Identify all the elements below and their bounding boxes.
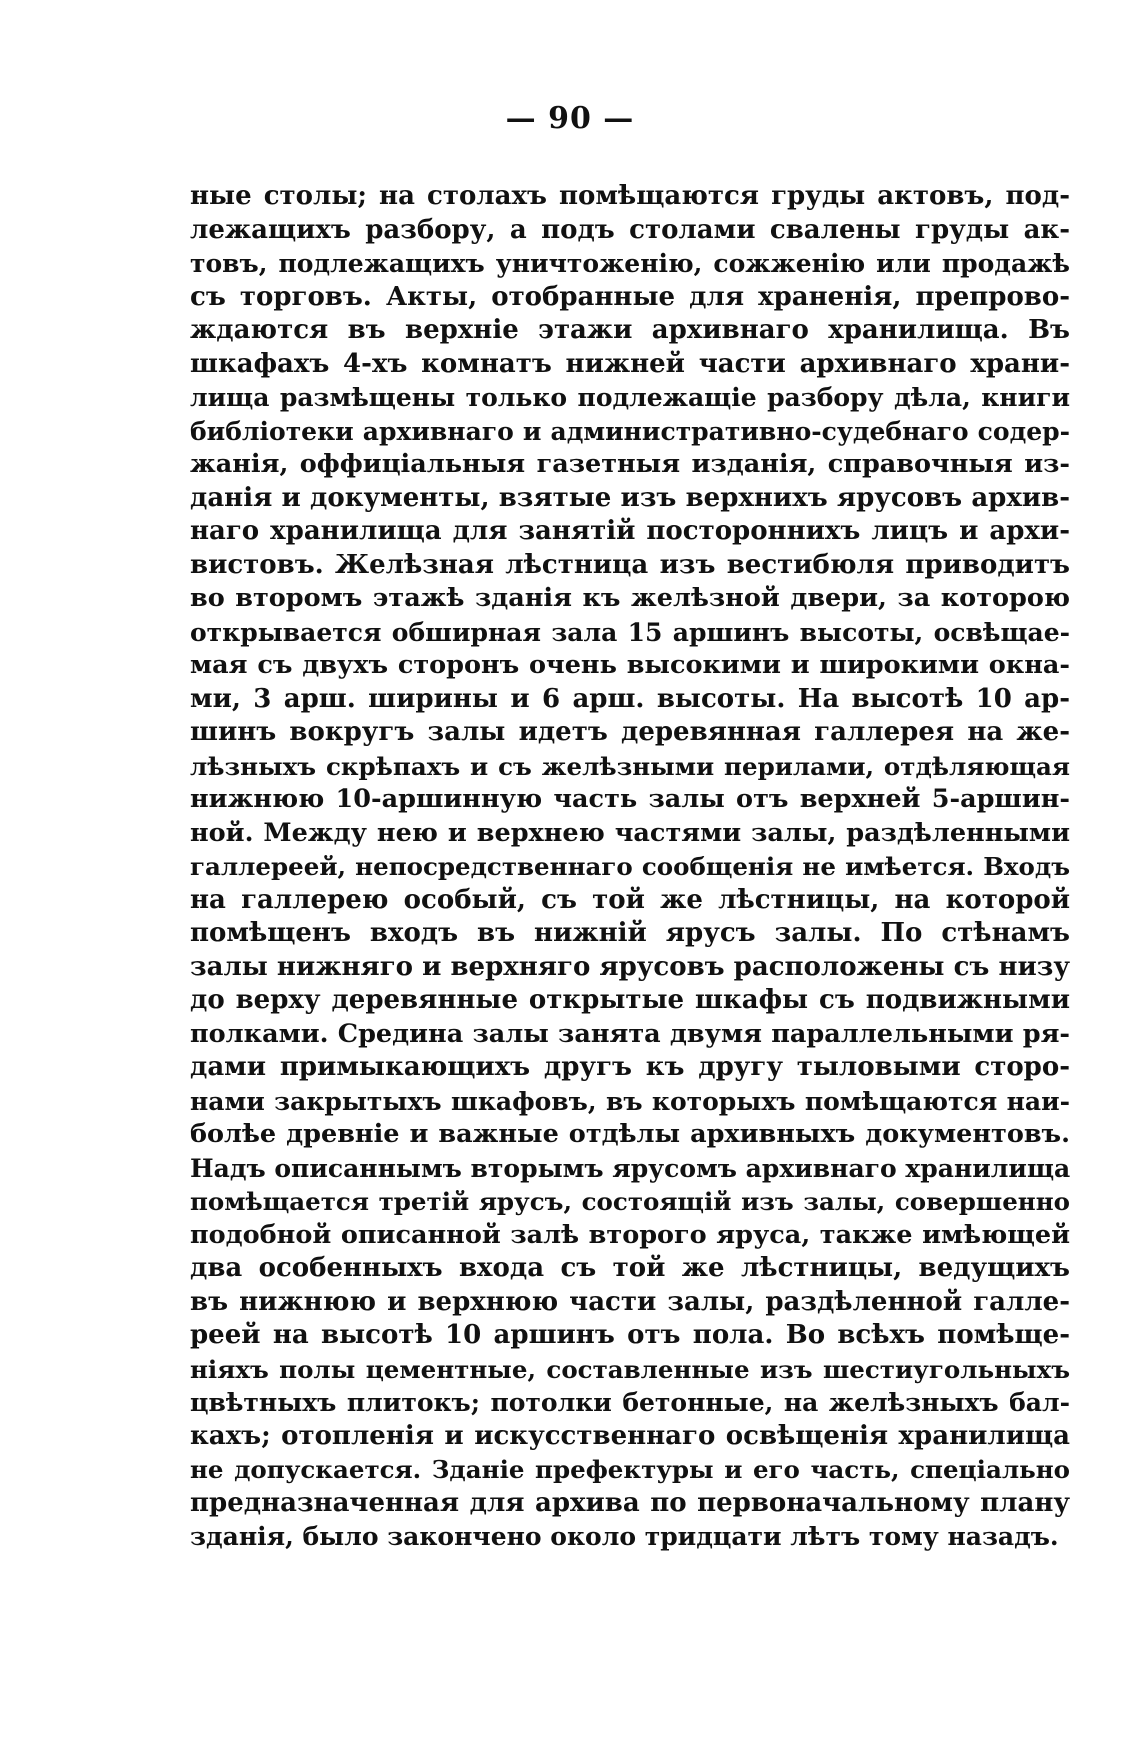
text-line: кахъ; отопленія и искусственнаго освѣщенія хранилища <box>190 1420 1070 1451</box>
text-line: въ нижнюю и верхнюю части залы, раздѣленной галле- <box>190 1286 1070 1317</box>
text-line: помѣщенъ входъ въ нижній ярусъ залы. По стѣнамъ <box>190 918 1070 948</box>
text-line: два особенныхъ входа съ той же лѣстницы, ведущихъ <box>190 1253 1070 1283</box>
text-line: лѣзныхъ скрѣпахъ и съ желѣзными перилами, отдѣляющая <box>190 751 1070 781</box>
text-line: залы нижняго и верхняго ярусовъ расположены съ низу <box>190 951 1070 982</box>
text-line: шинъ вокругъ залы идетъ деревянная галлерея на же- <box>190 717 1070 747</box>
text-line: галлереей, непосредственнаго сообщенія не имѣется. Входъ <box>190 852 1070 881</box>
text-line: на галлерею особый, съ той же лѣстницы, на которой <box>190 884 1070 915</box>
text-line: предназначенная для архива по первоначальному плану <box>190 1487 1070 1518</box>
text-line: ніяхъ полы цементные, составленные изъ шестиугольныхъ <box>190 1354 1070 1384</box>
text-line: нижнюю 10-аршинную часть залы отъ верхней 5-аршин- <box>190 784 1070 814</box>
body-text <box>190 180 1070 1554</box>
text-line: до верху деревянные открытые шкафы съ подвижными <box>190 985 1070 1015</box>
text-line: вистовъ. Желѣзная лѣстница изъ вестибюля приводитъ <box>190 549 1070 580</box>
text-line: лежащихъ разбору, а подъ столами свалены груды ак- <box>190 214 1070 245</box>
text-line: Надъ описаннымъ вторымъ ярусомъ архивнаго хранилища <box>190 1153 1070 1183</box>
text-line: шкафахъ 4-хъ комнатъ нижней части архивнаго храни- <box>190 348 1070 379</box>
text-line: во второмъ этажѣ зданія къ желѣзной двери, за которою <box>190 583 1070 613</box>
text-line: зданія, было закончено около тридцати лѣтъ тому назадъ. <box>190 1522 1059 1551</box>
text-line: болѣе древніе и важные отдѣлы архивныхъ документовъ. <box>190 1119 1070 1149</box>
text-line: наго хранилища для занятій постороннихъ лицъ и архи- <box>190 516 1070 546</box>
text-line: подобной описанной залѣ второго яруса, также имѣющей <box>190 1219 1070 1250</box>
text-line: открывается обширная зала 15 аршинъ высоты, освѣщае- <box>190 617 1070 647</box>
page-number: — 90 — <box>505 101 635 136</box>
text-line: данія и документы, взятые изъ верхнихъ ярусовъ архив- <box>190 482 1070 513</box>
text-line: цвѣтныхъ плитокъ; потолки бетонные, на желѣзныхъ бал- <box>190 1388 1070 1417</box>
text-line: съ торговъ. Акты, отобранные для храненія, препрово- <box>190 281 1070 312</box>
text-line: ные столы; на столахъ помѣщаются груды актовъ, под- <box>190 181 1070 211</box>
text-line: не допускается. Зданіе префектуры и его часть, спеціально <box>190 1455 1070 1484</box>
text-line: библіотеки архивнаго и административно-судебнаго содер- <box>190 416 1070 446</box>
text-line: жанія, оффиціальныя газетныя изданія, справочныя из- <box>190 449 1070 479</box>
text-line: ждаются въ верхніе этажи архивнаго хранилища. Въ <box>190 315 1070 345</box>
text-line: нами закрытыхъ шкафовъ, въ которыхъ помѣщаются наи- <box>190 1086 1070 1116</box>
text-line: ми, 3 арш. ширины и 6 арш. высоты. На высотѣ 10 ар- <box>190 683 1070 714</box>
text-line: лища размѣщены только подлежащіе разбору дѣла, книги <box>190 383 1070 412</box>
text-line: помѣщается третій ярусъ, состоящій изъ залы, совершенно <box>190 1187 1070 1216</box>
text-line: реей на высотѣ 10 аршинъ отъ пола. Во всѣхъ помѣще- <box>190 1320 1070 1350</box>
text-line: мая съ двухъ сторонъ очень высокими и широкими окна- <box>190 650 1070 680</box>
text-line: ной. Между нею и верхнею частями залы, раздѣленными <box>190 817 1070 848</box>
text-line: товъ, подлежащихъ уничтоженію, сожженію или продажѣ <box>190 249 1070 278</box>
text-line: полками. Средина залы занята двумя параллельными ря- <box>190 1018 1070 1049</box>
text-line: дами примыкающихъ другъ къ другу тыловыми сторо- <box>190 1052 1070 1082</box>
